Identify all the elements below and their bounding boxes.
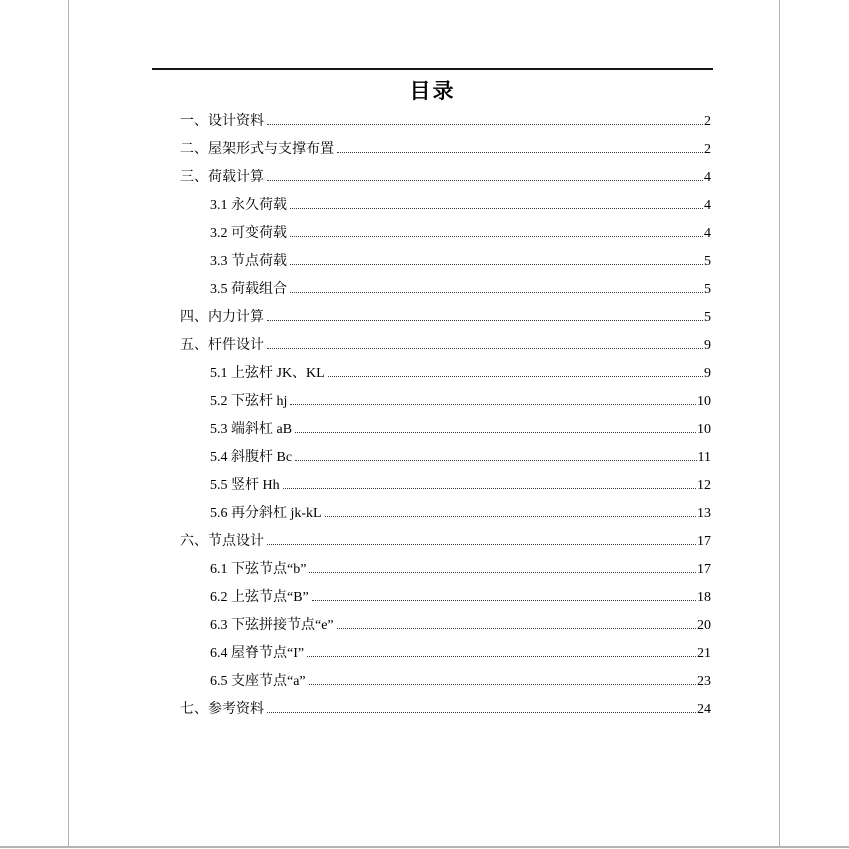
toc-entry[interactable] — [180, 416, 711, 444]
toc-entry-label: 四、内力计算 — [180, 310, 264, 325]
toc-entry-label: 六、节点设计 — [180, 534, 264, 549]
toc-entry[interactable] — [180, 304, 711, 332]
toc-entry[interactable] — [180, 192, 711, 220]
toc-entry-page: 9 — [704, 338, 711, 353]
toc-entry[interactable] — [180, 584, 711, 612]
toc-entry[interactable] — [180, 164, 711, 192]
toc-entry-page: 20 — [697, 618, 711, 633]
toc-entry-page: 2 — [704, 142, 711, 157]
toc-entry-page: 23 — [697, 674, 711, 689]
dot-leader — [295, 459, 696, 461]
toc-entry[interactable] — [180, 556, 711, 584]
toc-entry-label: 三、荷载计算 — [180, 170, 264, 185]
toc-entry-label: 6.5 支座节点“a” — [210, 674, 306, 689]
toc-entry-label: 二、屋架形式与支撑布置 — [180, 142, 334, 157]
toc-entry[interactable] — [180, 388, 711, 416]
dot-leader — [312, 599, 696, 601]
dot-leader — [290, 207, 703, 209]
dot-leader — [337, 151, 703, 153]
toc-entry[interactable] — [180, 612, 711, 640]
dot-leader — [309, 571, 696, 573]
toc-entry[interactable] — [180, 360, 711, 388]
toc-entry[interactable] — [180, 528, 711, 556]
toc-entry-page: 10 — [697, 422, 711, 437]
dot-leader — [307, 655, 696, 657]
toc-entry[interactable] — [180, 136, 711, 164]
toc-entry-page: 11 — [697, 450, 711, 465]
toc-entry-page: 4 — [704, 226, 711, 241]
toc-entry-label: 3.3 节点荷载 — [210, 254, 287, 269]
toc-entry-label: 6.1 下弦节点“b” — [210, 562, 307, 577]
toc-entry-label: 5.1 上弦杆 JK、KL — [210, 366, 325, 381]
toc-entry-label: 3.2 可变荷载 — [210, 226, 287, 241]
toc-entry-label: 5.4 斜腹杆 Bc — [210, 450, 293, 465]
toc-entry-label: 七、参考资料 — [180, 702, 264, 717]
toc-entry[interactable] — [180, 444, 711, 472]
toc-entry-label: 5.2 下弦杆 hj — [210, 394, 288, 409]
dot-leader — [328, 375, 703, 377]
dot-leader — [267, 123, 703, 125]
toc-entry-page: 5 — [704, 310, 711, 325]
toc-entry-page: 13 — [697, 506, 711, 521]
dot-leader — [325, 515, 696, 517]
toc-entry-page: 2 — [704, 114, 711, 129]
toc-entry-page: 9 — [704, 366, 711, 381]
page-edge-right — [779, 0, 780, 847]
dot-leader — [267, 319, 703, 321]
toc-entry-label: 五、杆件设计 — [180, 338, 264, 353]
dot-leader — [337, 627, 696, 629]
toc-title: 目录 — [409, 79, 456, 103]
toc-entry[interactable] — [180, 276, 711, 304]
toc-entry-label: 3.1 永久荷载 — [210, 198, 287, 213]
toc-entry-page: 5 — [704, 254, 711, 269]
toc-entry[interactable] — [180, 220, 711, 248]
toc-entry[interactable] — [180, 248, 711, 276]
toc-entry-page: 18 — [697, 590, 711, 605]
dot-leader — [267, 347, 703, 349]
dot-leader — [290, 291, 703, 293]
toc-entry-page: 17 — [697, 534, 711, 549]
toc-entry-page: 12 — [697, 478, 711, 493]
toc-entry-label: 6.3 下弦拼接节点“e” — [210, 618, 334, 633]
title-rule — [152, 68, 713, 70]
toc-entry-label: 3.5 荷载组合 — [210, 282, 287, 297]
toc-entry-label: 5.3 端斜杠 aB — [210, 422, 293, 437]
toc-entry-page: 10 — [697, 394, 711, 409]
dot-leader — [290, 263, 703, 265]
toc-entry[interactable] — [180, 472, 711, 500]
toc-entry-page: 4 — [704, 198, 711, 213]
dot-leader — [267, 543, 696, 545]
toc-entry[interactable] — [180, 332, 711, 360]
toc-entry-page: 5 — [704, 282, 711, 297]
dot-leader — [290, 403, 696, 405]
toc-entry-label: 一、设计资料 — [180, 114, 264, 129]
toc-entry[interactable] — [180, 500, 711, 528]
toc-entry-page: 21 — [697, 646, 711, 661]
dot-leader — [267, 179, 703, 181]
toc-entry[interactable] — [180, 668, 711, 696]
toc-entry-label: 5.5 竖杆 Hh — [210, 478, 280, 493]
toc-entry-page: 4 — [704, 170, 711, 185]
dot-leader — [290, 235, 703, 237]
dot-leader — [309, 683, 696, 685]
dot-leader — [267, 711, 696, 713]
toc-entry-label: 5.6 再分斜杠 jk-kL — [210, 506, 322, 521]
toc-list — [180, 108, 711, 724]
dot-leader — [283, 487, 696, 489]
toc-entry[interactable] — [180, 696, 711, 724]
toc-entry[interactable] — [180, 640, 711, 668]
toc-entry-page: 24 — [697, 702, 711, 717]
toc-entry-page: 17 — [697, 562, 711, 577]
toc-entry-label: 6.4 屋脊节点“I” — [210, 646, 305, 661]
toc-entry[interactable] — [180, 108, 711, 136]
page-edge-left — [68, 0, 69, 847]
dot-leader — [295, 431, 696, 433]
toc-entry-label: 6.2 上弦节点“B” — [210, 590, 309, 605]
page-edge-bottom — [0, 846, 849, 848]
